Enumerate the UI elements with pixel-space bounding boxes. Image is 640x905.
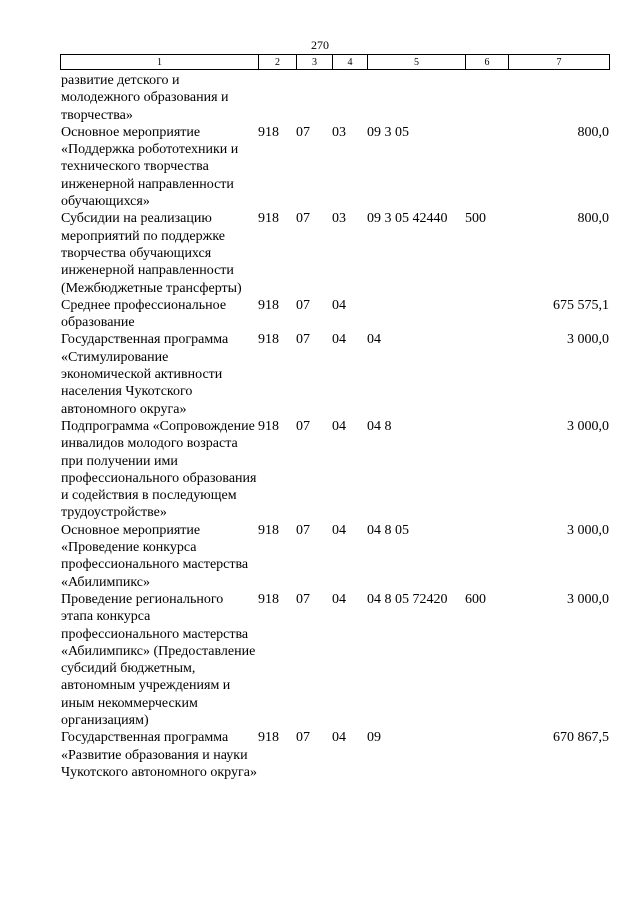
row-rz: 07	[296, 124, 310, 140]
row-name: Подпрограмма «Сопровождение инвалидов молодого возраста при получении ими профессионального образования и содействия в последующем трудоустройстве»	[61, 418, 257, 521]
column-header-1: 1	[61, 55, 259, 70]
row-pr: 04	[332, 591, 346, 607]
row-vr: 600	[465, 591, 486, 607]
column-header-4: 4	[333, 55, 368, 70]
row-name: Основное мероприятие «Поддержка робототехники и технического творчества инженерной направленности обучающихся»	[61, 124, 239, 210]
row-csr: 04 8 05 72420	[367, 591, 448, 607]
table-row	[60, 522, 609, 591]
row-vr	[465, 729, 508, 781]
row-pr: 03	[332, 211, 346, 227]
row-csr: 04	[367, 332, 381, 348]
row-pr: 04	[332, 418, 346, 434]
row-name: Основное мероприятие «Проведение конкурса профессионального мастерства «Абилимпикс»	[61, 522, 249, 590]
row-rz: 07	[296, 418, 310, 434]
table-row	[60, 591, 609, 729]
column-header-5: 5	[368, 55, 466, 70]
row-gr: 918	[258, 124, 279, 140]
row-pr: 03	[332, 124, 346, 140]
row-pr: 04	[332, 332, 346, 348]
budget-table	[60, 72, 609, 781]
table-row	[60, 210, 609, 296]
row-csr	[367, 72, 465, 124]
row-sum: 800,0	[577, 211, 609, 227]
row-pr: 04	[332, 297, 346, 313]
row-vr	[465, 331, 508, 417]
row-gr: 918	[258, 730, 279, 746]
row-rz: 07	[296, 522, 310, 538]
column-header-table	[60, 54, 610, 70]
row-sum	[508, 72, 609, 124]
row-rz: 07	[296, 211, 310, 227]
page-number: 270	[311, 38, 329, 52]
table-row	[60, 297, 609, 332]
table-row	[60, 124, 609, 210]
column-header-3: 3	[297, 55, 333, 70]
row-rz	[296, 72, 332, 124]
row-gr: 918	[258, 418, 279, 434]
row-rz: 07	[296, 332, 310, 348]
row-gr: 918	[258, 522, 279, 538]
row-vr	[465, 522, 508, 591]
row-pr: 04	[332, 730, 346, 746]
row-sum: 3 000,0	[567, 522, 609, 538]
row-name: Субсидии на реализацию мероприятий по поддержке творчества обучающихся инженерной направленности (Межбюджетные трансферты)	[61, 211, 242, 296]
row-name: Среднее профессиональное образование	[61, 297, 227, 331]
row-sum: 675 575,1	[553, 297, 609, 313]
row-csr: 09 3 05	[367, 124, 409, 140]
row-vr	[465, 297, 508, 332]
row-csr	[367, 297, 465, 332]
row-pr: 04	[332, 522, 346, 538]
row-csr: 09 3 05 42440	[367, 211, 448, 227]
row-gr: 918	[258, 211, 279, 227]
table-row	[60, 729, 609, 781]
row-csr: 04 8	[367, 418, 392, 434]
row-vr: 500	[465, 211, 486, 227]
row-gr: 918	[258, 591, 279, 607]
row-pr	[332, 72, 367, 124]
row-csr: 09	[367, 730, 381, 746]
row-vr	[465, 418, 508, 522]
row-sum: 3 000,0	[567, 332, 609, 348]
row-sum: 800,0	[577, 124, 609, 140]
table-row	[60, 418, 609, 522]
row-csr: 04 8 05	[367, 522, 409, 538]
row-rz: 07	[296, 297, 310, 313]
row-gr: 918	[258, 297, 279, 313]
row-vr	[465, 124, 508, 210]
row-rz: 07	[296, 591, 310, 607]
row-sum: 3 000,0	[567, 591, 609, 607]
column-header-6: 6	[466, 55, 509, 70]
row-name: Проведение регионального этапа конкурса профессионального мастерства «Абилимпикс» (Предоставление субсидий бюджетным, автономным учреждениям и иным некоммерческим организациям)	[61, 591, 256, 728]
column-header-row	[61, 55, 610, 70]
row-name: Государственная программа «Стимулирование экономической активности населения Чукотского автономного округа»	[61, 332, 229, 417]
row-rz: 07	[296, 730, 310, 746]
row-gr: 918	[258, 332, 279, 348]
row-name: Государственная программа «Развитие образования и науки Чукотского автономного округа»	[61, 730, 257, 780]
column-header-7: 7	[509, 55, 610, 70]
column-header-2: 2	[259, 55, 297, 70]
table-row	[60, 72, 609, 124]
row-sum: 670 867,5	[553, 730, 609, 746]
row-sum: 3 000,0	[567, 418, 609, 434]
row-vr	[465, 72, 508, 124]
table-row	[60, 331, 609, 417]
row-name: развитие детского и молодежного образования и творчества»	[61, 73, 229, 123]
row-gr	[258, 72, 296, 124]
